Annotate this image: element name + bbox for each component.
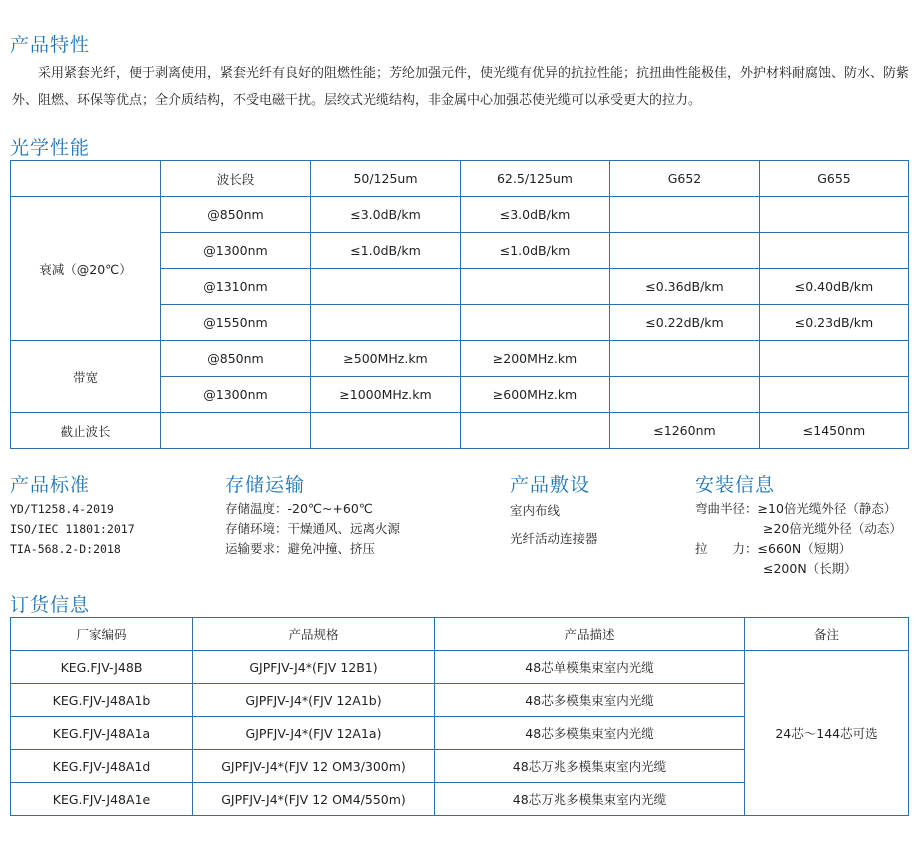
table-cell: ≤1.0dB/km [311, 233, 461, 269]
order-spec: GJPFJV-J4*(FJV 12 OM3/300m) [193, 750, 435, 783]
table-cell [461, 269, 610, 305]
table-cell: ≤1260nm [610, 413, 760, 449]
table-cell [610, 341, 760, 377]
table-cell [760, 233, 909, 269]
order-header-cell: 备注 [745, 618, 909, 651]
tension-label: 拉 力： [695, 541, 758, 556]
optical-title: 光学性能 [10, 137, 91, 159]
bend-dynamic: ≥20倍光缆外径（动态） [763, 521, 902, 536]
attenuation-label: 衰减（@20℃） [11, 197, 161, 341]
table-cell: @850nm [161, 197, 311, 233]
table-row [11, 651, 909, 684]
table-cell: ≥200MHz.km [461, 341, 610, 377]
table-cell [311, 305, 461, 341]
standard-item: YD/T1258.4-2019 [10, 502, 114, 516]
cutoff-row [11, 413, 909, 449]
order-desc: 48芯万兆多模集束室内光缆 [435, 783, 745, 816]
order-code: KEG.FJV-J48A1b [11, 684, 193, 717]
table-cell [461, 305, 610, 341]
order-spec: GJPFJV-J4*(FJV 12A1a) [193, 717, 435, 750]
optical-header-cell: 62.5/125um [461, 161, 610, 197]
table-cell: ≤0.40dB/km [760, 269, 909, 305]
table-cell: ≥1000MHz.km [311, 377, 461, 413]
attenuation-row [11, 197, 909, 233]
table-cell [760, 341, 909, 377]
standard-item: TIA-568.2-D:2018 [10, 542, 121, 556]
storage-block [225, 475, 400, 559]
optical-header-cell: 50/125um [311, 161, 461, 197]
laying-item: 光纤活动连接器 [510, 531, 598, 546]
table-cell: ≤1.0dB/km [461, 233, 610, 269]
order-header-cell: 产品描述 [435, 618, 745, 651]
table-cell [760, 197, 909, 233]
features-title: 产品特性 [10, 34, 91, 56]
table-cell: ≤0.22dB/km [610, 305, 760, 341]
optical-header-row [11, 161, 909, 197]
table-cell: @1300nm [161, 377, 311, 413]
standards-block [10, 475, 135, 559]
tension-short: ≤660N（短期） [757, 541, 852, 556]
order-table [10, 617, 909, 816]
standards-title: 产品标准 [10, 474, 91, 496]
table-cell: @850nm [161, 341, 311, 377]
bend-label: 弯曲半径： [695, 501, 758, 516]
order-spec: GJPFJV-J4*(FJV 12 OM4/550m) [193, 783, 435, 816]
order-code: KEG.FJV-J48A1d [11, 750, 193, 783]
table-cell: ≤0.23dB/km [760, 305, 909, 341]
optical-header-cell: 波长段 [161, 161, 311, 197]
tension-long: ≤200N（长期） [763, 561, 857, 576]
order-desc: 48芯单模集束室内光缆 [435, 651, 745, 684]
table-cell: ≥600MHz.km [461, 377, 610, 413]
storage-item: 存储环境：干燥通风、远离火源 [225, 521, 401, 536]
optical-header-cell: G652 [610, 161, 760, 197]
table-cell [311, 413, 461, 449]
table-cell: @1550nm [161, 305, 311, 341]
order-note: 24芯～144芯可选 [745, 651, 909, 816]
table-cell: ≤1450nm [760, 413, 909, 449]
bend-static: ≥10倍光缆外径（静态） [757, 501, 897, 516]
table-cell: ≥500MHz.km [311, 341, 461, 377]
order-code: KEG.FJV-J48A1e [11, 783, 193, 816]
table-cell [461, 413, 610, 449]
table-cell: ≤3.0dB/km [461, 197, 610, 233]
table-cell: ≤3.0dB/km [311, 197, 461, 233]
laying-block [510, 475, 598, 549]
order-spec: GJPFJV-J4*(FJV 12A1b) [193, 684, 435, 717]
order-title: 订货信息 [10, 594, 91, 616]
table-cell: @1300nm [161, 233, 311, 269]
optical-header-cell: G655 [760, 161, 909, 197]
order-code: KEG.FJV-J48A1a [11, 717, 193, 750]
order-code: KEG.FJV-J48B [11, 651, 193, 684]
table-cell [760, 377, 909, 413]
table-cell: @1310nm [161, 269, 311, 305]
table-cell [610, 377, 760, 413]
install-block [695, 475, 917, 579]
table-cell [311, 269, 461, 305]
order-header-cell: 产品规格 [193, 618, 435, 651]
table-cell [610, 233, 760, 269]
storage-title: 存储运输 [225, 474, 306, 496]
standard-item: ISO/IEC 11801:2017 [10, 522, 135, 536]
bandwidth-row [11, 341, 909, 377]
storage-item: 运输要求：避免冲撞、挤压 [225, 541, 376, 556]
optical-header-cell [11, 161, 161, 197]
bandwidth-label: 带宽 [11, 341, 161, 413]
table-cell: ≤0.36dB/km [610, 269, 760, 305]
order-desc: 48芯万兆多模集束室内光缆 [435, 750, 745, 783]
order-header-row [11, 618, 909, 651]
install-title: 安装信息 [695, 474, 776, 496]
features-text: 采用紧套光纤，便于剥离使用，紧套光纤有良好的阻燃性能；芳纶加强元件，使光缆有优异的抗拉性能；抗扭曲性能极佳，外护材料耐腐蚀、防水、防紫外、阻燃、环保等优点；全介质结构，不受电磁干扰。层绞式光缆结构，非金属中心加强芯使光缆可以承受更大的拉力。 [12, 66, 910, 108]
order-header-cell: 厂家编码 [11, 618, 193, 651]
laying-title: 产品敷设 [510, 474, 591, 496]
order-spec: GJPFJV-J4*(FJV 12B1) [193, 651, 435, 684]
table-cell [161, 413, 311, 449]
optical-table [10, 160, 909, 449]
order-desc: 48芯多模集束室内光缆 [435, 717, 745, 750]
storage-item: 存储温度：-20℃~+60℃ [225, 501, 373, 516]
laying-item: 室内布线 [510, 503, 561, 518]
cutoff-label: 截止波长 [11, 413, 161, 449]
order-desc: 48芯多模集束室内光缆 [435, 684, 745, 717]
table-cell [610, 197, 760, 233]
